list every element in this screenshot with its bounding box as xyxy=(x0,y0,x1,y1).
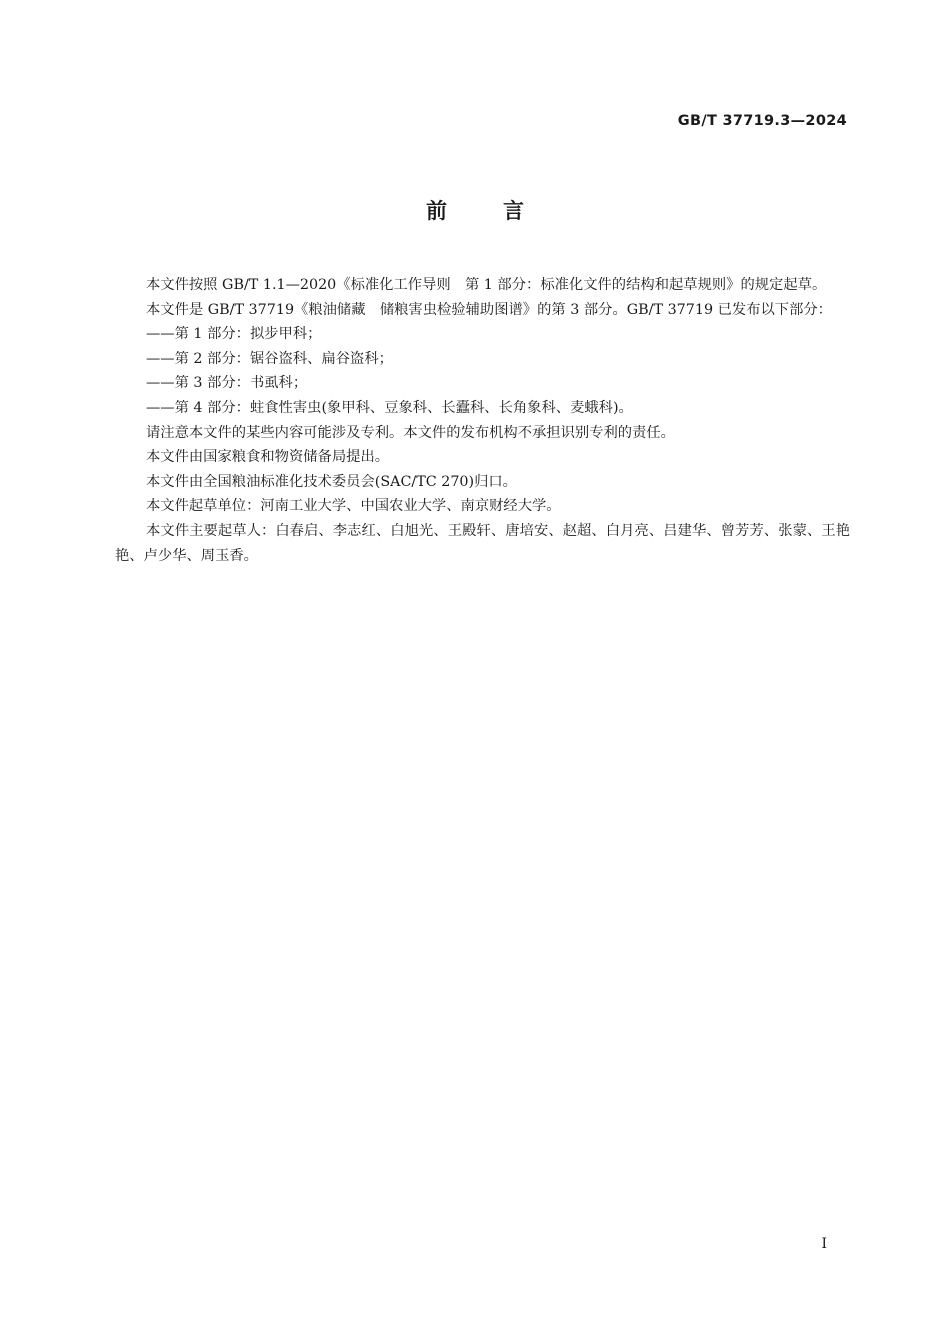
paragraph-drafters: 本文件主要起草人：白春启、李志红、白旭光、王殿轩、唐培安、赵超、白月亮、吕建华、曾芳芳、张蒙、王艳艳、卢少华、周玉香。 xyxy=(115,522,850,564)
document-code: GB/T 37719.3—2024 xyxy=(677,113,847,129)
paragraph-committee: 本文件由全国粮油标准化技术委员会(SAC/TC 270)归口。 xyxy=(146,473,517,490)
paragraph-drafting-units: 本文件起草单位：河南工业大学、中国农业大学、南京财经大学。 xyxy=(146,498,561,515)
paragraph-series-info: 本文件是 GB/T 37719《粮油储藏 储粮害虫检验辅助图谱》的第 3 部分。GB/T 37719 已发布以下部分： xyxy=(146,301,832,318)
list-item: ——第 2 部分：锯谷盗科、扁谷盗科； xyxy=(146,350,393,367)
paragraph-patent-notice: 请注意本文件的某些内容可能涉及专利。本文件的发布机构不承担识别专利的责任。 xyxy=(146,424,675,441)
list-item: ——第 1 部分：拟步甲科； xyxy=(146,326,322,343)
page-title: 前言 xyxy=(426,199,580,223)
foreword-body xyxy=(115,273,850,568)
paragraph-drafting-rules: 本文件按照 GB/T 1.1—2020《标准化工作导则 第 1 部分：标准化文件的结构和起草规则》的规定起草。 xyxy=(146,277,827,293)
page-number: I xyxy=(821,1236,827,1252)
list-item: ——第 3 部分：书虱科； xyxy=(146,375,308,392)
paragraph-proposer: 本文件由国家粮食和物资储备局提出。 xyxy=(146,449,390,466)
list-item: ——第 4 部分：蛀食性害虫(象甲科、豆象科、长蠹科、长角象科、麦蛾科)。 xyxy=(146,399,633,416)
